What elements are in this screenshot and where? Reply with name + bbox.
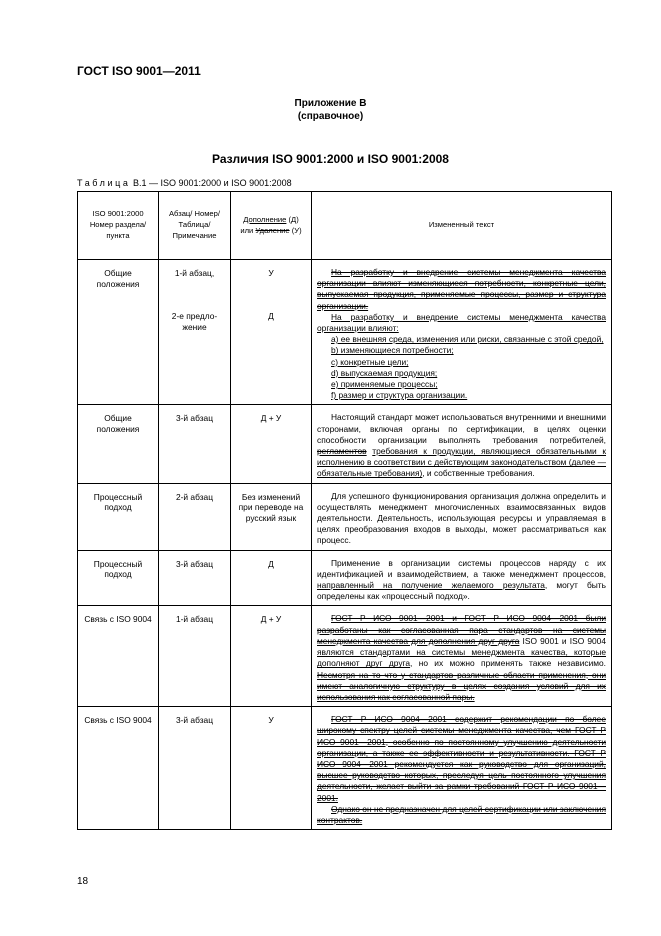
paragraph-cell: 2-й абзац	[159, 483, 231, 550]
paragraph-cell: 3-й абзац	[159, 405, 231, 483]
header-paragraph: Абзац/ Номер/ Таблица/ Примечание	[159, 192, 231, 260]
appendix-title	[0, 97, 661, 123]
paragraph-cell: 1-й абзац	[159, 606, 231, 707]
deleted-text: Несмотря на то что у стандартов различные области применения, они имеют аналогичную структуру в целях создания условий для их использования как согласованной пары.	[317, 669, 606, 702]
section-cell: Общие положения	[78, 260, 159, 405]
deleted-text: ГОСТ Р ИСО 9004—2001 содержит рекомендации по более широкому спектру целей системы менеджмента качества, чем ГОСТ Р ИСО 9001—2001, особенно по постоянному улучшению деятельности организации, а также ее эффективности и результативности. ГОСТ Р ИСО 9004—2001 рекомендуется как руководство для организаций, высшее руководство которых, преследуя цель постоянного улучшения деятельности, желает выйти за рамки требований ГОСТ Р ИСО 9001—2001.	[317, 714, 606, 803]
table-row	[78, 405, 612, 483]
page-title: Различия ISO 9001:2000 и ISO 9001:2008	[212, 152, 449, 166]
list-item: f) размер и структура организации.	[331, 390, 468, 401]
page-number: 18	[77, 876, 89, 887]
changed-text-cell: Применение в организации системы процессов наряду с их идентификацией и взаимодействием, а также менеджмент процессов, направленный на получение желаемого результата, могут быть определены как «процессный подход».	[312, 550, 612, 606]
appendix-label: Приложение В	[294, 98, 367, 109]
section-cell: Связь с ISO 9004	[78, 707, 159, 830]
table-row	[78, 260, 612, 405]
document-code: ГОСТ ISO 9001—2011	[77, 64, 201, 78]
section-cell: Процессный подход	[78, 483, 159, 550]
change-type-cell: Без изменений при переводе на русский язык	[231, 483, 312, 550]
changed-text-cell: Настоящий стандарт может использоваться внутренними и внешними сторонами, включая органы по сертификации, в целях оценки способности организации выполнять требования потребителей, регламентов требования к продукции, являющиеся обязательными к исполнению в соответствии с действующим законодательством (далее — обязательные требования), и собственные требования.	[312, 405, 612, 483]
deleted-text: На разработку и внедрение системы менеджмента качества организации влияют изменяющиеся потребности, конкретные цели, выпускаемая продукция, применяемые процессы, размер и структура организации.	[317, 267, 606, 311]
header-changed-text: Измененный текст	[312, 192, 612, 260]
appendix-subtitle: (справочное)	[297, 111, 364, 122]
list-item: b) изменяющиеся потребности;	[331, 345, 454, 356]
paragraph-cell: 1-й абзац, 2-е предло- жение	[159, 260, 231, 405]
deleted-text: Однако он не предназначен для целей сертификации или заключения контрактов.	[317, 803, 606, 825]
change-type-cell: У	[231, 707, 312, 830]
added-text: На разработку и внедрение системы менеджмента качества организации влияют:	[317, 311, 606, 334]
table-row	[78, 707, 612, 830]
deleted-text: ГОСТ Р ИСО 9001—2001 и ГОСТ Р ИСО 9004—2001 были разработаны как согласованная пара стандартов на системы менеджмента качества для дополнения друг друга	[317, 613, 606, 646]
paragraph-cell: 3-й абзац	[159, 550, 231, 606]
changed-text-cell: Для успешного функционирования организация должна определить и осуществлять менеджмент многочисленных взаимосвязанных видов деятельности. Деятельность, использующая ресурсы и управляемая в целях преобразования входов в выходы, может рассматриваться как процесс.	[312, 483, 612, 550]
table-caption-text: В.1 — ISO 9001:2000 и ISO 9001:2008	[133, 178, 292, 188]
list-item: c) конкретные цели;	[331, 356, 409, 367]
list-item: d) выпускаемая продукция;	[331, 367, 438, 378]
list-item: e) применяемые процессы;	[331, 379, 438, 390]
table-header-row	[78, 192, 612, 260]
section-cell: Процессный подход	[78, 550, 159, 606]
changed-text-cell: ГОСТ Р ИСО 9001—2001 и ГОСТ Р ИСО 9004—2001 были разработаны как согласованная пара стандартов на системы менеджмента качества для дополнения друг друга ISO 9001 и ISO 9004 являются стандартами на системы менеджмента качества, которые дополняют друг друга, но их можно применять также независимо. Несмотря на то что у стандартов различные области применения, они имеют аналогичную структуру в целях создания условий для их использования как согласованной пары.	[312, 606, 612, 707]
changed-text-cell	[312, 707, 612, 830]
paragraph-cell: 3-й абзац	[159, 707, 231, 830]
list-item: а) ее внешняя среда, изменения или риски, связанные с этой средой,	[331, 334, 604, 345]
differences-table	[77, 191, 612, 830]
added-text: являются стандартами на системы менеджмента качества, которые дополняют друг друга	[317, 647, 606, 669]
header-change-type: Дополнение (Д) или Удаление (У)	[231, 192, 312, 260]
table-row	[78, 606, 612, 707]
change-type-cell: У Д	[231, 260, 312, 405]
added-text: требования к продукции, являющиеся обязательными к исполнению в соответствии с действующим законодательством (далее — обязательные требования)	[317, 446, 607, 479]
table-row	[78, 483, 612, 550]
changed-text-cell	[312, 260, 612, 405]
change-type-cell: Д + У	[231, 405, 312, 483]
table-row	[78, 550, 612, 606]
added-text: направленный на получение желаемого результата	[317, 580, 545, 591]
table-caption	[77, 178, 292, 188]
change-type-cell: Д	[231, 550, 312, 606]
section-cell: Общие положения	[78, 405, 159, 483]
section-cell: Связь с ISO 9004	[78, 606, 159, 707]
change-type-cell: Д + У	[231, 606, 312, 707]
table-caption-label: Таблица	[77, 178, 131, 188]
header-section-number: ISO 9001:2000 Номер раздела/ пункта	[78, 192, 159, 260]
deleted-text: регламентов	[317, 446, 367, 457]
